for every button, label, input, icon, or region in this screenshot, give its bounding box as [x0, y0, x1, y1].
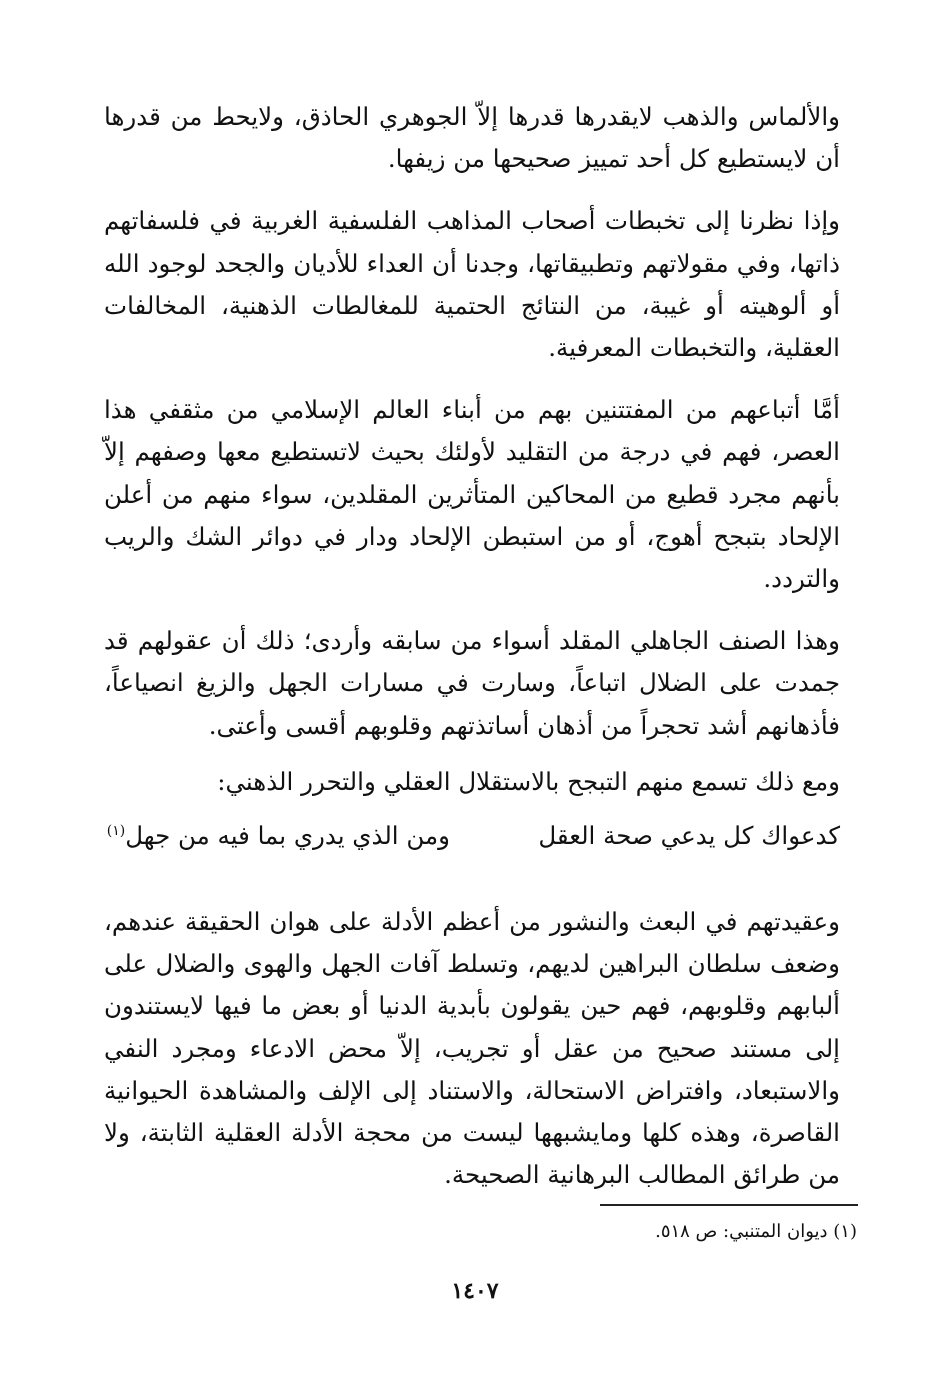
footnote: (١) ديوان المتنبي: ص ٥١٨. [655, 1221, 857, 1242]
closing-paragraph: وعقيدتهم في البعث والنشور من أعظم الأدلة على هوان الحقيقة عندهم، وضعف سلطان البراهين لديهم، وتسلط آفات الجهل والهوى والضلال على ألبابهم وقلوبهم، فهم حين يقولون بأبدية الدنيا أو بعض ما فيها لايستندون إلى مستند صحيح من عقل أو تجريب، إلاّ محض الادعاء ومجرد النفي والاستبعاد، وافتراض الاستحالة، والاستناد إلى الإلف والمشاهدة الحيوانية القاصرة، وهذه كلها ومايشبهها ليست من محجة الأدلة العقلية الثابتة، ولا من طرائق المطالب البرهانية الصحيحة. [104, 907, 840, 1190]
paragraph-3: أمَّا أتباعهم من المفتتنين بهم من أبناء العالم الإسلامي من مثقفي هذا العصر، فهم في درجة من التقليد لأولئك بحيث لاتستطيع معها وصفهم إلاّ بأنهم مجرد قطيع من المحاكين المتأثرين المقلدين، سواء منهم من أعلن الإلحاد بتبجح أهوج، أو من استبطن الإلحاد ودار في دوائر الشك والريب والتردد. [104, 395, 840, 594]
poetry-verse [104, 815, 840, 865]
paragraph-1: والألماس والذهب لايقدرها قدرها إلاّ الجوهري الحاذق، ولايحط من قدرها أن لايستطيع كل أحد تمييز صحيحها من زيفها. [104, 102, 840, 174]
verse-first-hemistich: كدعواك كل يدعي صحة العقل [538, 821, 840, 851]
page-body [104, 96, 840, 1196]
footnote-divider [600, 1204, 858, 1206]
verse-second-hemistich [107, 815, 450, 857]
paragraph-2: وإذا نظرنا إلى تخبطات أصحاب المذاهب الفلسفية الغربية في فلسفاتهم ذاتها، وفي مقولاتهم وتطبيقاتها، وجدنا أن العداء للأديان والجحد لوجود الله أو ألوهيته أو غيبة، من النتائج الحتمية للمغالطات الذهنية، المخالفات العقلية، والتخبطات المعرفية. [104, 206, 840, 363]
paragraph-4: وهذا الصنف الجاهلي المقلد أسواء من سابقه وأردى؛ ذلك أن عقولهم قد جمدت على الضلال اتباعاً، وسارت في مسارات الجهل والزيغ انصياعاً، فأذهانهم أشد تحجراً من أذهان أساتذتهم وقلوبهم أقسى وأعتى. [104, 626, 840, 740]
verse-second-hemistich-text: ومن الذي يدري بما فيه من جهل [125, 821, 450, 851]
paragraph-5: ومع ذلك تسمع منهم التبجح بالاستقلال العقلي والتحرر الذهني: [217, 766, 840, 796]
page-number: ١٤٠٧ [451, 1278, 499, 1304]
footnote-marker: (١) [106, 822, 126, 839]
